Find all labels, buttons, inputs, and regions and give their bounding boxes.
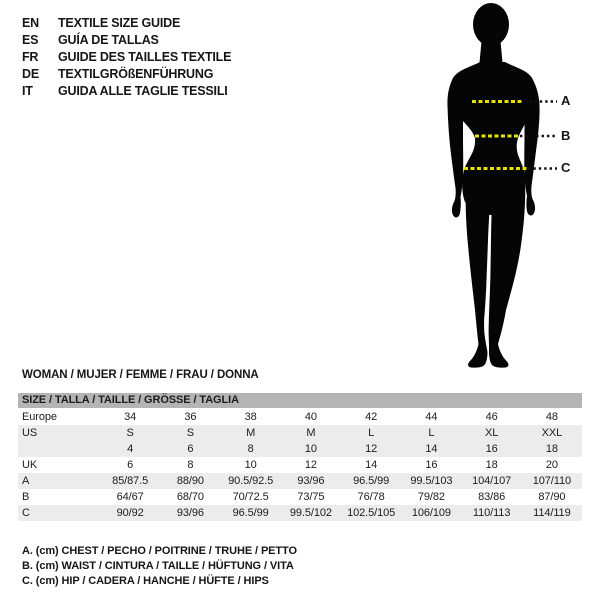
language-row	[22, 14, 231, 31]
table-row	[18, 441, 582, 457]
size-cell: 34	[124, 411, 137, 423]
size-cell: 70/72.5	[232, 491, 269, 503]
row-label: C	[18, 505, 100, 521]
section-title: WOMAN / MUJER / FEMME / FRAU / DONNA	[22, 369, 259, 381]
size-cell: 87/90	[538, 491, 566, 503]
size-cell: 6	[127, 459, 134, 471]
size-cell: 48	[545, 411, 558, 423]
size-cell: 4	[100, 441, 160, 457]
table-row	[18, 425, 582, 441]
language-code: IT	[22, 83, 33, 98]
language-row	[22, 48, 231, 65]
size-cell: 90.5/92.5	[221, 473, 281, 489]
size-table-header: SIZE / TALLA / TAILLE / GRÖSSE / TAGLIA	[18, 393, 582, 408]
size-cell: 16	[425, 459, 438, 471]
silhouette-right-arm	[524, 76, 540, 215]
size-cell: 14	[365, 459, 378, 471]
size-cell: 79/82	[417, 491, 445, 503]
silhouette-left-arm	[447, 76, 464, 217]
size-cell: S	[100, 425, 160, 441]
row-label: Europe	[22, 411, 57, 423]
measure-label-b: B	[561, 128, 571, 143]
size-cell: 10	[281, 441, 341, 457]
size-cell: 83/86	[478, 491, 506, 503]
size-cell: 8	[221, 441, 281, 457]
row-label: A	[18, 473, 100, 489]
size-cell: 99.5/103	[401, 473, 461, 489]
language-row	[22, 31, 231, 48]
size-cell: 107/110	[522, 473, 582, 489]
size-cell: 10	[244, 459, 257, 471]
table-row	[18, 409, 582, 425]
size-cell: 93/96	[160, 505, 220, 521]
row-label: UK	[22, 459, 38, 471]
row-label	[18, 441, 100, 457]
row-label: US	[18, 425, 100, 441]
language-title: TEXTILE SIZE GUIDE	[58, 15, 181, 30]
size-cell: 44	[425, 411, 438, 423]
size-cell: L	[401, 425, 461, 441]
size-cell: 46	[485, 411, 498, 423]
size-cell: 64/67	[116, 491, 144, 503]
size-cell: XXL	[522, 425, 582, 441]
size-cell: 18	[485, 459, 498, 471]
table-row	[18, 473, 582, 489]
language-code: FR	[22, 49, 39, 64]
size-cell: 76/78	[357, 491, 385, 503]
size-cell: 96.5/99	[341, 473, 401, 489]
size-cell: 12	[304, 459, 317, 471]
size-cell: S	[160, 425, 220, 441]
size-cell: M	[221, 425, 281, 441]
language-title: TEXTILGRÖßENFÜHRUNG	[58, 66, 214, 81]
size-cell: 73/75	[297, 491, 325, 503]
legend-line: B. (cm) WAIST / CINTURA / TAILLE / HÜFTUNG / VITA	[22, 560, 294, 572]
size-cell: 8	[187, 459, 194, 471]
measure-label-a: A	[561, 93, 571, 108]
size-cell: 68/70	[176, 491, 204, 503]
size-cell: 16	[462, 441, 522, 457]
table-row	[18, 457, 582, 473]
measure-label-c: C	[561, 160, 571, 175]
language-title: GUIDA ALLE TAGLIE TESSILI	[58, 83, 228, 98]
measure-legend	[22, 544, 297, 589]
row-label: B	[22, 491, 30, 503]
size-cell: 42	[365, 411, 378, 423]
size-cell: 12	[341, 441, 401, 457]
woman-silhouette	[430, 0, 590, 372]
size-cell: L	[341, 425, 401, 441]
legend-line: A. (cm) CHEST / PECHO / POITRINE / TRUHE / PETTO	[22, 545, 297, 557]
size-cell: 110/113	[462, 505, 522, 521]
size-cell: 88/90	[160, 473, 220, 489]
size-cell: 14	[401, 441, 461, 457]
size-cell: 6	[160, 441, 220, 457]
language-code: DE	[22, 66, 39, 81]
size-table-body	[18, 409, 582, 521]
table-row	[18, 505, 582, 521]
size-cell: 96.5/99	[221, 505, 281, 521]
language-code: ES	[22, 32, 39, 47]
size-cell: 38	[244, 411, 257, 423]
silhouette-right-leg	[489, 175, 526, 368]
language-row	[22, 65, 231, 82]
size-cell: 20	[545, 459, 558, 471]
size-cell: 40	[304, 411, 317, 423]
size-cell: 90/92	[100, 505, 160, 521]
size-cell: M	[281, 425, 341, 441]
legend-line: C. (cm) HIP / CADERA / HANCHE / HÜFTE / HIPS	[22, 575, 269, 587]
size-cell: 18	[522, 441, 582, 457]
language-title: GUÍA DE TALLAS	[58, 32, 159, 47]
size-table	[18, 393, 582, 521]
size-cell: 114/119	[522, 505, 582, 521]
silhouette-left-leg	[466, 175, 490, 368]
size-cell: XL	[462, 425, 522, 441]
language-title: GUIDE DES TAILLES TEXTILE	[58, 49, 232, 64]
language-row	[22, 82, 231, 99]
size-cell: 93/96	[281, 473, 341, 489]
size-cell: 99.5/102	[281, 505, 341, 521]
table-row	[18, 489, 582, 505]
language-code: EN	[22, 15, 39, 30]
size-cell: 36	[184, 411, 197, 423]
size-cell: 102.5/105	[341, 505, 401, 521]
size-cell: 85/87.5	[100, 473, 160, 489]
size-cell: 104/107	[462, 473, 522, 489]
size-cell: 106/109	[401, 505, 461, 521]
language-list	[22, 14, 231, 99]
